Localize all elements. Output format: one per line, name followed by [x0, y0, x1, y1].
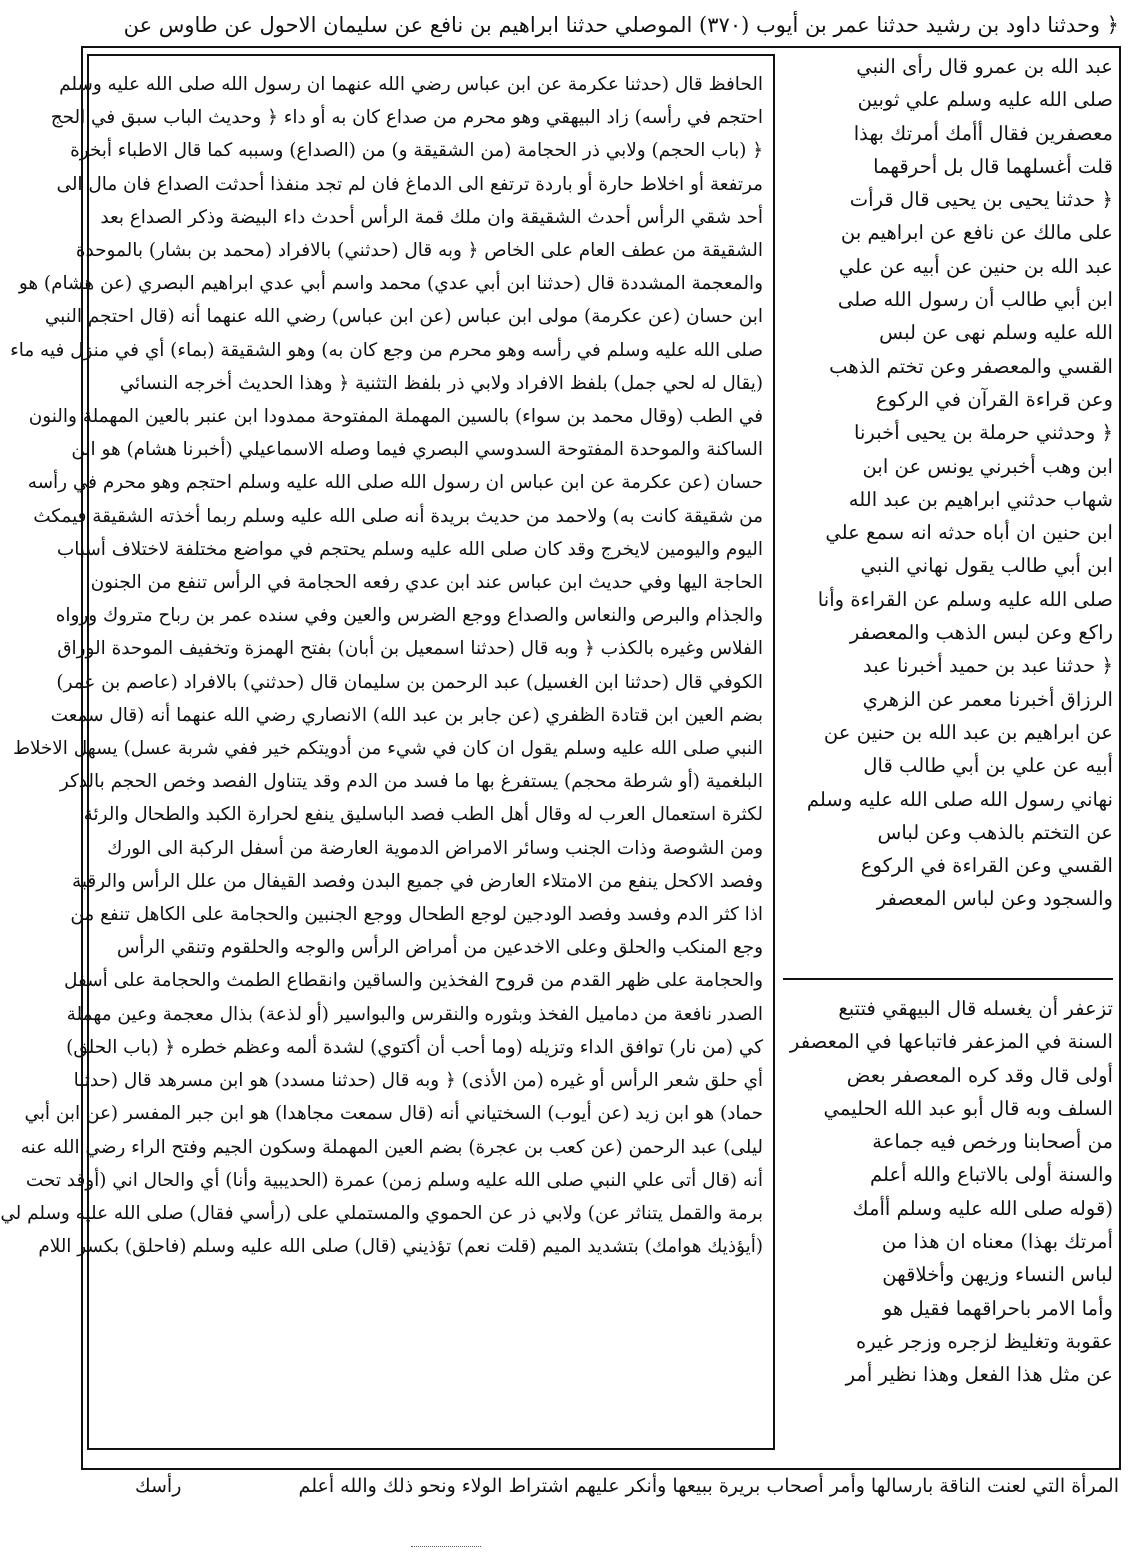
side-note-line: من أصحابنا ورخص فيه جماعة	[872, 1130, 1113, 1154]
side-line: القسي والمعصفر وعن تختم الذهب	[829, 354, 1113, 378]
main-line: من شقيقة كانت به) ولاحمد من حديث بريدة أنه صلى الله عليه وسلم ربما أخذته الشقيقة فيمكث	[33, 505, 763, 527]
page-ornament	[411, 1546, 481, 1551]
main-line: حماد) هو ابن زيد (عن أيوب) السختياني أنه (قال سمعت مجاهدا) هو ابن جبر المفسر (عن ابن أبي	[24, 1103, 763, 1125]
side-line: صلى الله عليه وسلم علي ثوبين	[857, 88, 1113, 112]
side-line: ابن أبي طالب أن رسول الله صلى	[837, 288, 1113, 312]
main-line: في الطب (وقال محمد بن سواء) بالسين المهملة المفتوحة ممدودا ابن عنبر بالعين المهملة والنون	[28, 406, 763, 428]
side-line: ﴿ حدثنا يحيى بن يحيى قال قرأت	[849, 188, 1113, 212]
main-line: الفلاس وغيره بالكذب ﴿ وبه قال (حدثنا اسمعيل بن أبان) بفتح الهمزة وتخفيف الموحدة الوراق	[57, 638, 763, 660]
side-note-line: وأما الامر باحراقهما فقيل هو	[882, 1296, 1113, 1320]
main-line: حسان (عن عكرمة عن ابن عباس ان رسول الله صلى الله عليه وسلم احتجم وهو محرم في رأسه	[27, 472, 763, 494]
side-line: ابن وهب أخبرني يونس عن ابن	[862, 454, 1113, 478]
side-line: عبد الله بن حنين عن أبيه عن علي	[838, 254, 1113, 278]
side-line: شهاب حدثني ابراهيم بن عبد الله	[848, 487, 1113, 511]
main-line: (يقال له لحي جمل) بلفظ الافراد ولابي ذر بلفظ التثنية ﴿ وهذا الحديث أخرجه النسائي	[119, 372, 763, 394]
main-line: والحجامة على ظهر القدم من قروح الفخذين والساقين وانقطاع الطمث والحجامة على أسفل	[63, 970, 763, 992]
side-line: الرزاق أخبرنا معمر عن الزهري	[862, 687, 1113, 711]
side-column-divider	[783, 978, 1113, 980]
main-line: أنه (قال أتى علي النبي صلى الله عليه وسلم زمن) عمرة (الحديبية وأنا) أي والحال اني (أوقد تحت	[25, 1169, 763, 1191]
main-line: احتجم في رأسه) زاد البيهقي وهو محرم من صداع كان به أو داء ﴿ وحديث الباب سبق في الحج	[50, 107, 763, 129]
side-line: راكع وعن لبس الذهب والمعصفر	[849, 621, 1113, 645]
side-commentary-text	[783, 992, 1113, 1392]
main-line: الساكنة والموحدة المفتوحة السدوسي البصري فيما وصله الاسماعيلي (أخبرنا هشام) هو ابن	[71, 439, 763, 461]
main-line: البلغمية (أو شرطة محجم) يستفرغ بها ما فسد من الدم وقد يتناول الفصد وخص الحجم بالذكر	[59, 771, 763, 793]
main-line: الحافظ قال (حدثنا عكرمة عن ابن عباس رضي الله عنهما ان رسول الله صلى الله عليه وسلم	[59, 74, 763, 95]
side-line: صلى الله عليه وسلم عن القراءة وأنا	[817, 587, 1113, 611]
side-hadith-text	[783, 50, 1113, 916]
main-line: النبي صلى الله عليه وسلم يقول ان كان في شيء من أدويتكم خير ففي شربة عسل) يسهل الاخلاط	[12, 738, 763, 760]
side-note-line: تزعفر أن يغسله قال البيهقي فتتبع	[838, 997, 1113, 1020]
side-line: ابن حنين ان أباه حدثه انه سمع علي	[825, 521, 1113, 545]
side-line: القسي وعن القراءة في الركوع	[860, 854, 1113, 878]
side-line: عبد الله بن عمرو قال رأى النبي	[856, 55, 1113, 78]
side-line: ﴿ وحدثني حرملة بن يحيى أخبرنا	[853, 421, 1113, 445]
main-line: ابن حسان (عن عكرمة) مولى ابن عباس (عن ابن عباس) رضي الله عنهما أنه (قال احتجم النبي	[44, 306, 763, 328]
page-header: ﴿ وحدثنا داود بن رشيد حدثنا عمر بن أيوب (٣٧٠) الموصلي حدثنا ابراهيم بن نافع عن سليمان الاحول عن طاوس عن	[123, 13, 1119, 37]
main-line: الصدر نافعة من دماميل الفخذ وبثوره والنقرس والبواسير (أو لذعة) بذال معجمة وعين مهملة	[66, 1003, 763, 1025]
side-line: عن ابراهيم بن عبد الله بن حنين عن	[823, 720, 1113, 744]
side-note-line: والسنة أولى بالاتباع والله أعلم	[869, 1163, 1113, 1187]
main-line: الحاجة اليها وفي حديث ابن عباس عند ابن عدي رفعه الحجامة في الرأس تنفع من الجنون	[90, 572, 763, 594]
main-line: لكثرة استعمال العرب له وقال أهل الطب فصد الباسليق ينفع لحرارة الكبد والطحال والرئة	[83, 804, 763, 826]
main-line: صلى الله عليه وسلم في رأسه وهو محرم من وجع كان به) وهو الشقيقة (بماء) أي في منزل فيه ماء	[10, 339, 763, 361]
side-hadith-column	[783, 50, 1117, 1470]
main-line: برمة والقمل يتناثر عن) ولابي ذر عن الحموي والمستملي على (رأسي فقال) صلى الله عليه وسلم لي	[0, 1202, 763, 1224]
side-note-line: السلف وبه قال أبو عبد الله الحليمي	[823, 1096, 1113, 1120]
main-line: والجذام والبرص والنعاس والصداع ووجع الضرس والعين وفي سنده عمر بن رباح متروك ورواه	[55, 605, 763, 627]
main-line: الشقيقة من عطف العام على الخاص ﴿ وبه قال (حدثني) بالافراد (محمد بن بشار) بالموحدة	[75, 240, 763, 262]
side-note-line: عقوبة وتغليظ لزجره وزجر غيره	[855, 1329, 1113, 1353]
side-line: معصفرين فقال أأمك أمرتك بهذا	[853, 121, 1113, 145]
main-line: الكوفي قال (حدثنا ابن الغسيل) عبد الرحمن بن سليمان قال (حدثني) بالافراد (عاصم بن عمر)	[56, 671, 763, 693]
side-line: أبيه عن علي بن أبي طالب قال	[863, 754, 1113, 778]
main-line: كي (من نار) توافق الداء وتزيله (وما أحب أن أكتوي) لشدة ألمه وعظم خطره ﴿ (باب الحلق)	[66, 1036, 763, 1058]
side-note-line: عن مثل هذا الفعل وهذا نظير أمر	[845, 1363, 1113, 1387]
side-line: قلت أغسلهما قال بل أحرقهما	[873, 154, 1113, 178]
side-line: نهاني رسول الله صلى الله عليه وسلم	[806, 787, 1113, 811]
side-note-line: السنة في المزعفر فاتباعها في المعصفر	[789, 1030, 1113, 1054]
main-line: ومن الشوصة وذات الجنب وسائر الامراض الدموية العارضة من أسفل الركبة الى الورك	[107, 837, 763, 859]
main-line: والمعجمة المشددة قال (حدثنا ابن أبي عدي) محمد واسم أبي عدي ابراهيم البصري (عن هشام) هو	[18, 273, 763, 295]
main-line: أي حلق شعر الرأس أو غيره (من الأذى) ﴿ وبه قال (حدثنا مسدد) هو ابن مسرهد قال (حدثنا	[73, 1070, 763, 1092]
main-commentary-column	[0, 54, 775, 1450]
side-line: الله عليه وسلم نهى عن لبس	[879, 321, 1113, 345]
side-note-line: أمرتك بهذا) معناه ان هذا من	[881, 1230, 1113, 1254]
side-line: ﴿ حدثنا عبد بن حميد أخبرنا عبد	[862, 654, 1113, 678]
side-line: ابن أبي طالب يقول نهاني النبي	[860, 554, 1113, 578]
side-line: عن التختم بالذهب وعن لباس	[877, 820, 1113, 844]
main-line: اليوم واليومين لايخرج وقد كان صلى الله عليه وسلم يحتجم في مواضع مختلفة لاختلاف أسباب	[56, 538, 763, 560]
side-line: وعن قراءة القرآن في الركوع	[875, 387, 1113, 411]
catchword: رأسك	[135, 1475, 182, 1497]
side-note-line: أولى قال وقد كره المعصفر بعض	[846, 1063, 1113, 1087]
side-line: على مالك عن نافع عن ابراهيم بن	[840, 221, 1113, 245]
main-line: (أيؤذيك هوامك) بتشديد الميم (قلت نعم) تؤذيني (قال) صلى الله عليه وسلم (فاحلق) بكسر اللام	[38, 1236, 763, 1258]
main-line: وجع المنكب والحلق وعلى الاخدعين من أمراض الرأس والوجه والحلقوم وتنقي الرأس	[116, 937, 763, 959]
side-note-line: لباس النساء وزيهن وأخلاقهن	[882, 1263, 1113, 1287]
main-line: ليلى) عبد الرحمن (عن كعب بن عجرة) بضم العين المهملة وسكون الجيم وفتح الراء رضي الله عنه	[20, 1136, 763, 1158]
main-line: ﴿ (باب الحجم) ولابي ذر الحجامة (من الشقيقة و) من (الصداع) وسببه كما قال الاطباء أبخرة	[70, 140, 763, 162]
main-line: وفصد الاكحل ينفع من الامتلاء العارض في جميع البدن وفصد القيفال من علل الرأس والرقبة	[72, 870, 763, 892]
page-footer-line: المرأة التي لعنت الناقة بارسالها وأمر أصحاب بريرة ببيعها وأنكر عليهم اشتراط الولاء ونحو ذلك والله أعلم	[298, 1475, 1119, 1497]
main-line: اذا كثر الدم وفسد وفصد الودجين لوجع الطحال ووجع الجنبين والحجامة على الكاهل تنفع من	[70, 904, 763, 926]
main-line: بضم العين ابن قتادة الظفري (عن جابر بن عبد الله) الانصاري رضي الله عنهما أنه (قال سمعت	[50, 704, 763, 726]
main-line: مرتفعة أو اخلاط حارة أو باردة ترتفع الى الدماغ فان لم تجد منفذا أحدثت الصداع فان مال الى	[56, 173, 763, 195]
main-line: أحد شقي الرأس أحدث الشقيقة وان ملك قمة الرأس أحدث داء البيضة وذكر الصداع بعد	[100, 206, 763, 228]
side-note-line: (قوله صلى الله عليه وسلم أأمك	[852, 1196, 1113, 1220]
side-line: والسجود وعن لباس المعصفر	[876, 887, 1113, 911]
